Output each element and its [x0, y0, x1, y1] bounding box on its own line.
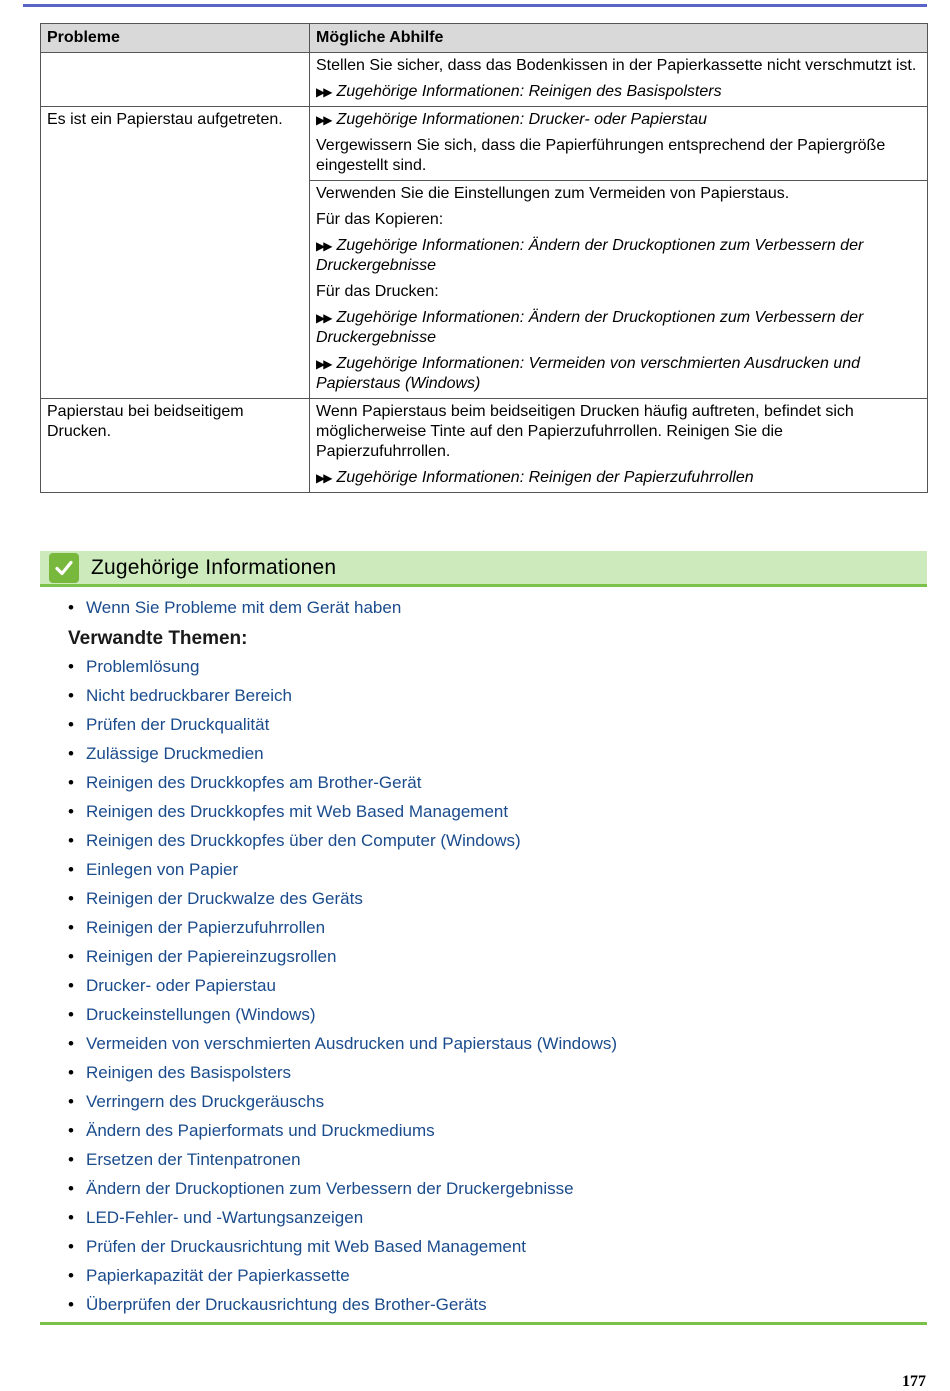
related-link[interactable]: Reinigen des Druckkopfes am Brother-Gerät — [86, 773, 422, 792]
related-link[interactable]: Reinigen der Druckwalze des Geräts — [86, 889, 363, 908]
bullet-icon: • — [68, 773, 74, 792]
bullet-icon: • — [68, 1179, 74, 1198]
remedy-text: Für das Drucken: — [316, 283, 439, 300]
bullet-icon: • — [68, 598, 74, 617]
list-item — [68, 743, 918, 772]
troubleshooting-table — [40, 23, 928, 493]
double-arrow-icon: ▶▶ — [316, 357, 331, 371]
bullet-icon: • — [68, 802, 74, 821]
checkmark-icon — [49, 553, 79, 583]
problem-cell — [41, 53, 310, 107]
related-link[interactable]: Papierkapazität der Papierkassette — [86, 1266, 350, 1285]
related-info-title: Zugehörige Informationen — [91, 556, 337, 579]
related-link[interactable]: Vermeiden von verschmierten Ausdrucken und Papierstaus (Windows) — [86, 1034, 618, 1053]
top-rule — [23, 4, 927, 7]
related-link[interactable]: Einlegen von Papier — [86, 860, 239, 879]
list-item — [68, 801, 918, 830]
related-info-link[interactable]: ▶▶ Zugehörige Informationen: Ändern der Druckoptionen zum Verbessern der Druckergebnisse — [316, 309, 864, 346]
related-link[interactable]: Wenn Sie Probleme mit dem Gerät haben — [86, 598, 402, 617]
related-link[interactable]: LED-Fehler- und -Wartungsanzeigen — [86, 1208, 364, 1227]
problem-cell: Es ist ein Papierstau aufgetreten. — [41, 107, 310, 399]
list-item — [68, 772, 918, 801]
list-item — [68, 685, 918, 714]
list-item — [68, 1004, 918, 1033]
list-item — [68, 946, 918, 975]
double-arrow-icon: ▶▶ — [316, 311, 331, 325]
remedy-text: Stellen Sie sicher, dass das Bodenkissen in der Papierkassette nicht verschmutzt ist. — [316, 57, 917, 74]
list-item — [68, 1091, 918, 1120]
related-link[interactable]: Reinigen des Druckkopfes über den Computer (Windows) — [86, 831, 521, 850]
related-info-link[interactable]: ▶▶ Zugehörige Informationen: Ändern der Druckoptionen zum Verbessern der Druckergebnisse — [316, 237, 864, 274]
list-item — [68, 1033, 918, 1062]
double-arrow-icon: ▶▶ — [316, 239, 331, 253]
related-link[interactable]: Ändern des Papierformats und Druckmediums — [86, 1121, 435, 1140]
related-info-link[interactable]: ▶▶ Zugehörige Informationen: Drucker- oder Papierstau — [316, 111, 708, 128]
related-link[interactable]: Zulässige Druckmedien — [86, 744, 264, 763]
table-header-row — [41, 24, 928, 53]
bullet-icon: • — [68, 1121, 74, 1140]
related-info-header — [40, 551, 927, 587]
related-info-link[interactable]: ▶▶ Zugehörige Informationen: Reinigen der Papierzufuhrrollen — [316, 469, 754, 486]
related-topics-list — [68, 656, 918, 1323]
bullet-icon: • — [68, 1150, 74, 1169]
remedy-cell — [310, 107, 928, 181]
list-item — [68, 714, 918, 743]
list-item — [68, 1294, 918, 1323]
list-item — [68, 1120, 918, 1149]
remedy-text: Verwenden Sie die Einstellungen zum Vermeiden von Papierstaus. — [316, 185, 790, 202]
related-link[interactable]: Prüfen der Druckqualität — [86, 715, 270, 734]
bullet-icon: • — [68, 715, 74, 734]
related-link[interactable]: Reinigen der Papierzufuhrrollen — [86, 918, 326, 937]
bullet-icon: • — [68, 947, 74, 966]
related-links-section — [68, 597, 918, 1323]
list-item — [68, 830, 918, 859]
related-link[interactable]: Reinigen des Basispolsters — [86, 1063, 292, 1082]
table-row — [41, 107, 928, 181]
list-item — [68, 1265, 918, 1294]
double-arrow-icon: ▶▶ — [316, 471, 331, 485]
list-item — [68, 1149, 918, 1178]
problem-cell: Papierstau bei beidseitigem Drucken. — [41, 399, 310, 493]
bullet-icon: • — [68, 1034, 74, 1053]
remedy-cell — [310, 181, 928, 399]
bullet-icon: • — [68, 1237, 74, 1256]
remedy-text: Für das Kopieren: — [316, 211, 444, 228]
remedy-text: Wenn Papierstaus beim beidseitigen Drucken häufig auftreten, befindet sich möglicherweise Tinte auf den Papierzufuhrrollen. Reinigen Sie die Papierzufuhrrollen. — [316, 403, 854, 460]
related-link[interactable]: Drucker- oder Papierstau — [86, 976, 276, 995]
bullet-icon: • — [68, 686, 74, 705]
table-row — [41, 399, 928, 493]
related-link[interactable]: Problemlösung — [86, 657, 200, 676]
page-number: 177 — [902, 1373, 926, 1390]
list-item — [68, 859, 918, 888]
bullet-icon: • — [68, 1092, 74, 1111]
remedy-cell — [310, 53, 928, 107]
list-item — [68, 656, 918, 685]
bullet-icon: • — [68, 1005, 74, 1024]
list-item — [68, 597, 918, 626]
related-link[interactable]: Ersetzen der Tintenpatronen — [86, 1150, 301, 1169]
column-header-problems: Probleme — [41, 24, 310, 53]
list-item — [68, 1178, 918, 1207]
related-info-link[interactable]: ▶▶ Zugehörige Informationen: Reinigen des Basispolsters — [316, 83, 722, 100]
list-item — [68, 888, 918, 917]
related-info-link[interactable]: ▶▶ Zugehörige Informationen: Vermeiden von verschmierten Ausdrucken und Papierstaus (Windows) — [316, 355, 861, 392]
bullet-icon: • — [68, 1266, 74, 1285]
list-item — [68, 1236, 918, 1265]
column-header-remedy: Mögliche Abhilfe — [310, 24, 928, 53]
related-topics-heading: Verwandte Themen: — [68, 628, 248, 649]
related-link[interactable]: Ändern der Druckoptionen zum Verbessern der Druckergebnisse — [86, 1179, 574, 1198]
related-link[interactable]: Prüfen der Druckausrichtung mit Web Based Management — [86, 1237, 527, 1256]
bullet-icon: • — [68, 744, 74, 763]
bullet-icon: • — [68, 976, 74, 995]
related-link[interactable]: Druckeinstellungen (Windows) — [86, 1005, 316, 1024]
list-item — [68, 1062, 918, 1091]
bullet-icon: • — [68, 889, 74, 908]
bullet-icon: • — [68, 918, 74, 937]
related-link[interactable]: Reinigen des Druckkopfes mit Web Based Management — [86, 802, 509, 821]
list-item — [68, 1207, 918, 1236]
list-item — [68, 975, 918, 1004]
bottom-rule — [40, 1322, 927, 1325]
double-arrow-icon: ▶▶ — [316, 113, 331, 127]
table-row — [41, 53, 928, 107]
remedy-text: Vergewissern Sie sich, dass die Papierführungen entsprechend der Papiergröße eingestellt sind. — [316, 137, 886, 174]
bullet-icon: • — [68, 1295, 74, 1314]
related-link[interactable]: Nicht bedruckbarer Bereich — [86, 686, 292, 705]
bullet-icon: • — [68, 1063, 74, 1082]
related-link[interactable]: Reinigen der Papiereinzugsrollen — [86, 947, 337, 966]
double-arrow-icon: ▶▶ — [316, 85, 331, 99]
bullet-icon: • — [68, 1208, 74, 1227]
remedy-cell — [310, 399, 928, 493]
bullet-icon: • — [68, 860, 74, 879]
related-items-list — [68, 597, 918, 626]
related-link[interactable]: Überprüfen der Druckausrichtung des Brother-Geräts — [86, 1295, 487, 1314]
list-item — [68, 917, 918, 946]
bullet-icon: • — [68, 657, 74, 676]
related-link[interactable]: Verringern des Druckgeräuschs — [86, 1092, 325, 1111]
bullet-icon: • — [68, 831, 74, 850]
